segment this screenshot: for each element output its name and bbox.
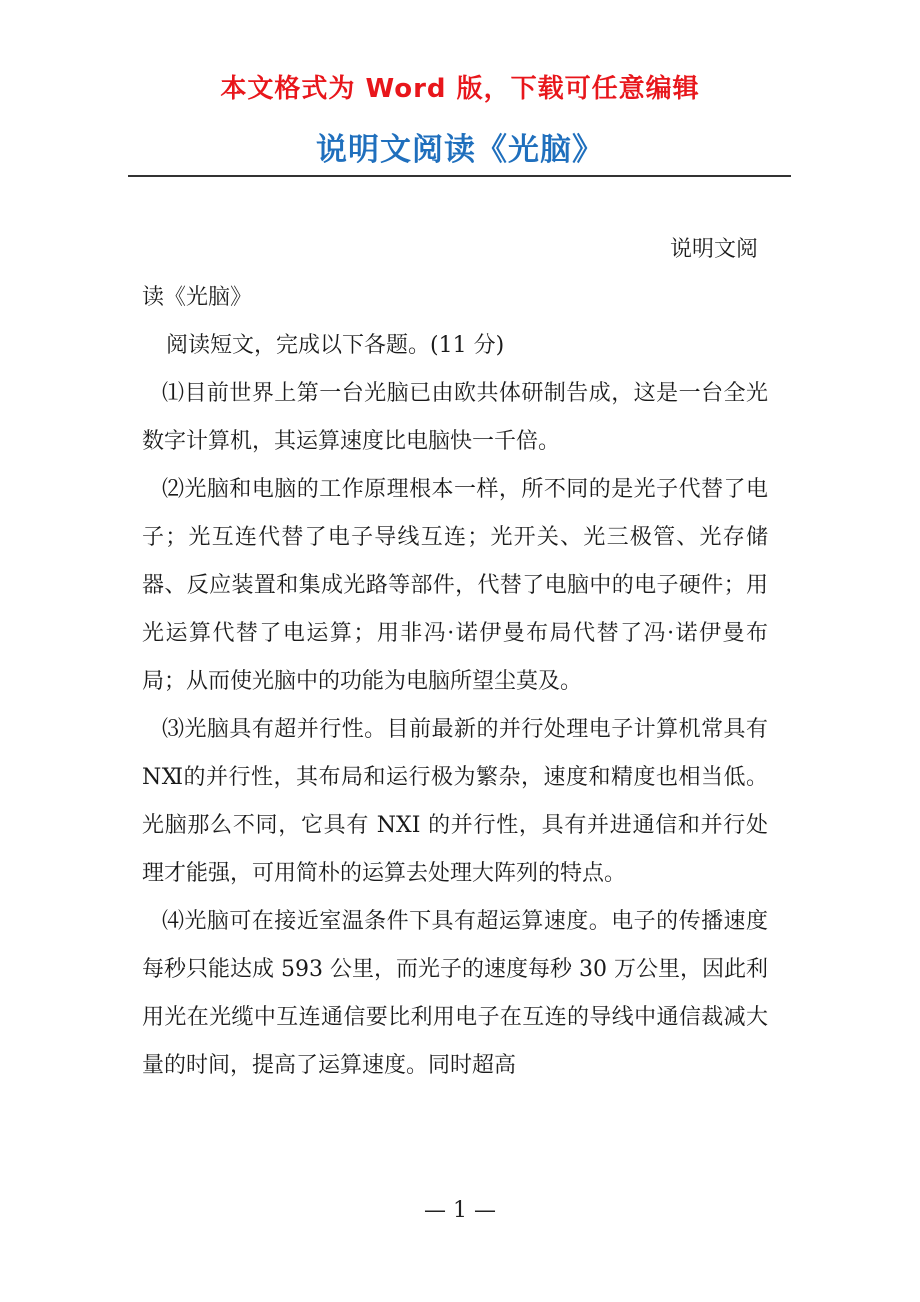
instruction-text: 阅读短文，完成以下各题。(11 分)	[166, 333, 505, 358]
document-title: 说明文阅读《光脑》	[316, 132, 604, 168]
heading-line-1: 说明文阅	[669, 237, 758, 262]
download-banner: 本文格式为 Word 版，下载可任意编辑	[220, 74, 700, 104]
paragraph-2: ⑵光脑和电脑的工作原理根本一样，所不同的是光子代替了电子；光互连代替了电子导线互连；光开关、光三极管、光存储器、反应装置和集成光路等部件，代替了电脑中的电子硬件；用光运算代替了电运算；用非冯·诺伊曼布局代替了冯·诺伊曼布局；从而使光脑中的功能为电脑所望尘莫及。	[142, 477, 768, 694]
heading-line-2: 读《光脑》	[142, 285, 253, 310]
title-divider	[128, 175, 791, 177]
paragraph-3: ⑶光脑具有超并行性。目前最新的并行处理电子计算机常具有 NⅪ的并行性，其布局和运行极为繁杂，速度和精度也相当低。光脑那么不同，它具有 NXI 的并行性，具有并进通信和并行处理才能强，可用简朴的运算去处理大阵列的特点。	[142, 717, 768, 886]
paragraph-1: ⑴目前世界上第一台光脑已由欧共体研制告成，这是一台全光数字计算机，其运算速度比电脑快一千倍。	[142, 381, 768, 454]
document-body	[142, 226, 768, 1090]
paragraph-4: ⑷光脑可在接近室温条件下具有超运算速度。电子的传播速度每秒只能达成 593 公里，而光子的速度每秒 30 万公里，因此利用光在光缆中互连通信要比利用电子在互连的导线中通信裁减大量的时间，提高了运算速度。同时超高	[142, 909, 768, 1078]
page-number: — 1 —	[424, 1198, 496, 1223]
